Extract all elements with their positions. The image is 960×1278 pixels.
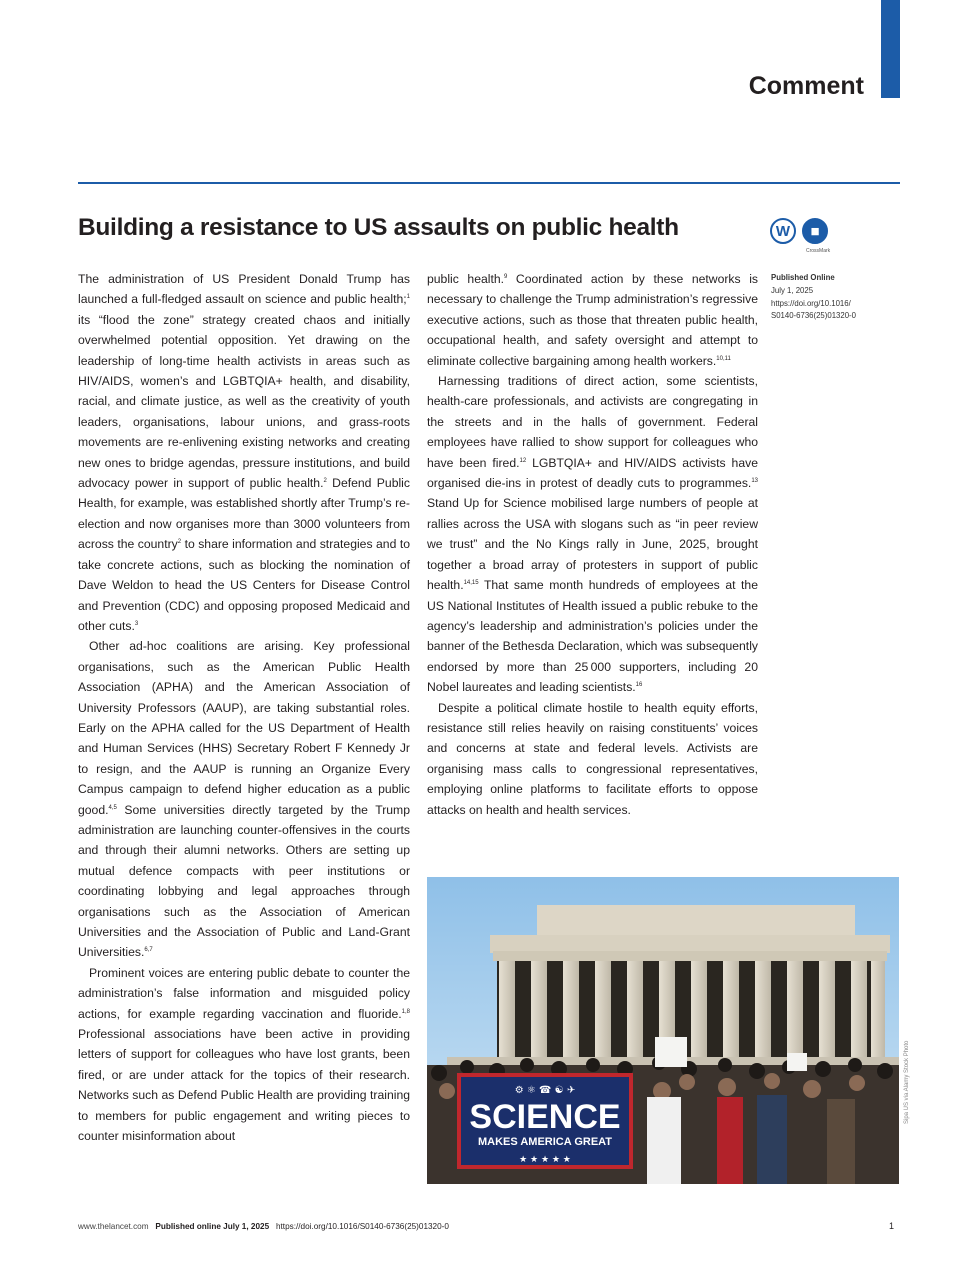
footer-doi-link[interactable]: https://doi.org/10.1016/S0140-6736(25)01320-0 (275, 1222, 449, 1231)
published-label: Published Online (771, 273, 835, 282)
crossmark-icon[interactable]: ■ (802, 218, 828, 244)
protest-photo (427, 877, 899, 1184)
photo-credit: Sipa US via Alamy Stock Photo (904, 1040, 910, 1124)
paragraph: Harnessing traditions of direct action, some scientists, health-care professionals, and activists are congregating in the streets and in the halls of government. Federal employees have rallied to show support for colleagues who have been fired.$^{12}$ LGBTQIA+ and HIV/AIDS activists have organised die-ins in protest of deadly cuts to programmes.$^{13}$ Stand Up for Science mobilised large numbers of people at rallies across the USA with slogans such as “in peer review we trust” and the No Kings rally in June, 2025, brought together a broad array of protesters in support of public health.$^{14,15}$ That same month hundreds of employees at the US National Institutes of Health issued a public rebuke to the agency’s leadership and administration’s policies under the banner of the Bethesda Declaration, which was subsequently endorsed by more than 25 000 supporters, including 20 Nobel laureates and leading scientists.$^{16}$ (427, 374, 758, 695)
article-badges (770, 218, 828, 244)
doi-link-continued[interactable]: S0140-6736(25)01320-0 (771, 311, 856, 321)
site-link[interactable]: www.thelancet.com (78, 1222, 149, 1231)
published-date: July 1, 2025 (771, 285, 814, 295)
sign-title: SCIENCE (469, 1098, 621, 1136)
header-rule (78, 182, 900, 184)
doi-link[interactable]: https://doi.org/10.1016/ (771, 298, 851, 308)
sign-subtitle: MAKES AMERICA GREAT (477, 1136, 613, 1148)
crossmark-caption: CrossMark (806, 248, 831, 254)
paragraph: Other ad-hoc coalitions are arising. Key professional organisations, such as the American Public Health Association (APHA) and the American Association of University Professors (AAUP), are taking substantial roles. Early on the APHA called for the US Department of Health and Human Services (HHS) Secretary Robert F Kennedy Jr to resign, and the AAUP is running an Organize Every Campus campaign to defend higher education as a public good.$^{4,5}$ Some universities directly targeted by the Trump administration are launching counter-offensives in the courts and through their alumni networks. Others are setting up mutual defence compacts with peer institutions or coordinating lobbying and legal approaches through organisations such as the Association of American Universities and the Association of Public and Land-Grant Universities.$^{6,7}$ (78, 639, 410, 960)
article-column-middle (427, 269, 758, 820)
article-column-left (78, 269, 410, 1146)
published-online-note: Published online July 1, 2025 (155, 1222, 270, 1231)
section-accent-bar (881, 0, 900, 98)
svg-text:⚙ ⚛ ☎ ☯ ✈: ⚙ ⚛ ☎ ☯ ✈ (514, 1085, 576, 1096)
paragraph: The administration of US President Donald Trump has launched a full-fledged assault on science and public health;$^1$ its “flood the zone” strategy created chaos and initially overwhelmed potential opposition. Yet drawing on the leadership of long-time health activists in areas such as HIV/AIDS, women’s and LGBTQIA+ health, and disability, racial, and climate justice, as well as the creativity of youth leaders, organisations, labour unions, and grass-roots movements are re-enlivening existing networks and creating new ones to bridge agendas, pressure institutions, and build advocacy power in support of public health.$^2$ Defend Public Health, for example, was established shortly after Trump’s re-election and now organises more than 3000 volunteers from across the country$^2$ to share information and strategies and to take concrete actions, such as blocking the nomination of Dave Weldon to head the US Centers for Disease Control and Prevention (CDC) and opposing proposed Medicaid and other cuts.$^3$ (78, 272, 410, 633)
sign-stars: ★ ★ ★ ★ ★ (519, 1155, 571, 1165)
section-label: Comment (748, 72, 864, 100)
page-footer (78, 1222, 449, 1231)
page-number: 1 (888, 1221, 894, 1231)
open-access-icon[interactable]: W (770, 218, 796, 244)
paragraph: public health.$^9$ Coordinated action by these networks is necessary to challenge the Trump administration’s regressive executive actions, such as those that threaten public health, occupational health, and safety oversight and attempt to eliminate collective bargaining among health workers.$^{10,11}$ (427, 272, 758, 368)
paragraph: Despite a political climate hostile to health equity efforts, resistance still relies heavily on raising constituents’ voices and concerns at state and federal levels. Activists are organising mass calls to congressional representatives, employing online platforms to facilitate efforts to oppose attacks on health and health services. (427, 700, 758, 817)
article-title: Building a resistance to US assaults on public health (78, 214, 679, 241)
paragraph: Prominent voices are entering public debate to counter the administration’s false information and misguided policy actions, for example regarding vaccination and fluoride.$^{1,8}$ Professional associations have been active in providing letters of support for colleagues who have lost grants, been fired, or are under attack for the topics of their research. Networks such as Defend Public Health are providing training to members for public engagement and writing pieces to counter misinformation about (78, 965, 410, 1144)
publication-sidebar (771, 272, 881, 323)
photo-illustration (427, 877, 899, 1184)
